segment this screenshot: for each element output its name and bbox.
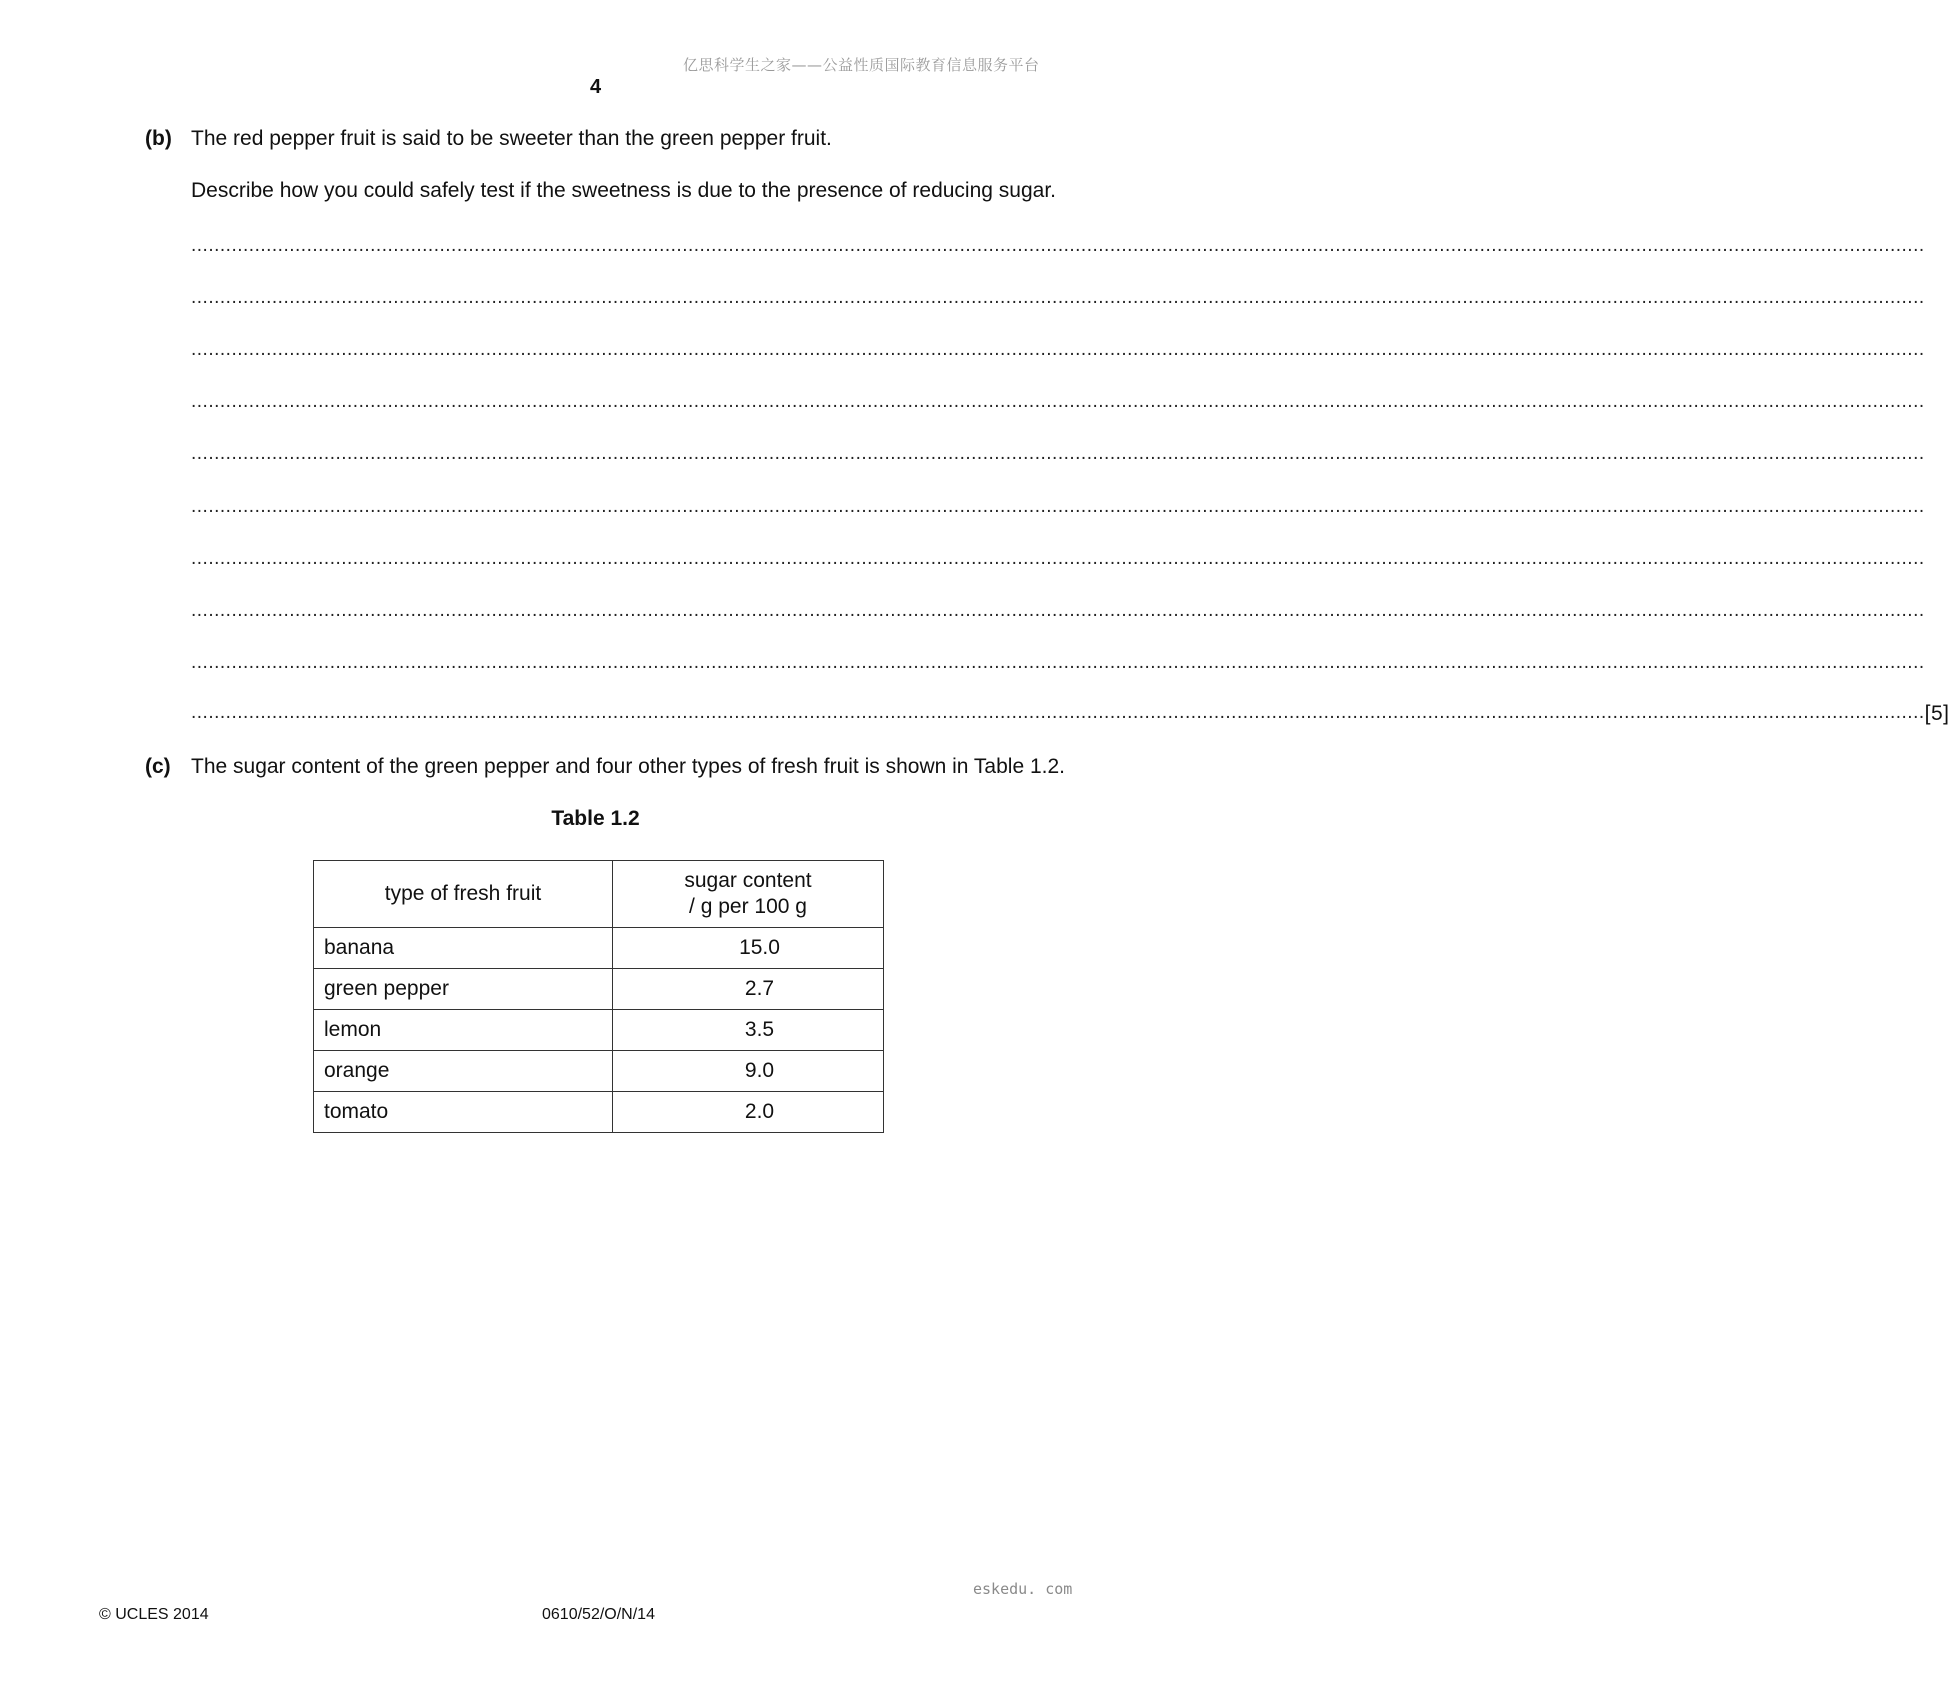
header-sugar-line1: sugar content — [684, 869, 812, 892]
table-row — [314, 928, 884, 969]
sugar-value: 3.5 — [613, 1010, 884, 1051]
fruit-name: lemon — [314, 1010, 613, 1051]
header-sugar-line2: / g per 100 g — [689, 895, 807, 918]
fruit-name: tomato — [314, 1092, 613, 1133]
answer-line[interactable]: ............................................................................................................................................................................................................................................................................................................ — [191, 391, 1925, 412]
table-row — [314, 1010, 884, 1051]
table-row — [314, 1092, 884, 1133]
sugar-value: 2.0 — [613, 1092, 884, 1133]
part-b-label: (b) — [145, 127, 172, 150]
header-fruit-type: type of fresh fruit — [314, 861, 613, 928]
sugar-content-table — [313, 860, 884, 1133]
part-c-label: (c) — [145, 755, 171, 778]
answer-line[interactable]: ............................................................................................................................................................................................................................................................................................................ — [191, 496, 1925, 517]
marks-label: [5] — [1924, 702, 1950, 725]
answer-line[interactable]: ............................................................................................................................................................................................................................................................................................................ — [191, 287, 1925, 308]
table-title: Table 1.2 — [551, 807, 640, 830]
paper-code: 0610/52/O/N/14 — [542, 1606, 655, 1623]
answer-line[interactable]: ............................................................................................................................................................................................................................................................................................................ — [191, 443, 1925, 464]
fruit-name: orange — [314, 1051, 613, 1092]
answer-line[interactable] — [191, 702, 1950, 728]
table-row — [314, 969, 884, 1010]
part-b-question: Describe how you could safely test if the sweetness is due to the presence of reducing sugar. — [191, 179, 1056, 202]
answer-line[interactable]: ............................................................................................................................................................................................................................................................................................................ — [191, 235, 1925, 256]
footer-watermark: eskedu. com — [973, 1580, 1073, 1598]
answer-line[interactable]: ............................................................................................................................................................................................................................................................................................................ — [191, 339, 1925, 360]
sugar-value: 15.0 — [613, 928, 884, 969]
header-sugar-content — [613, 861, 884, 928]
part-b-statement: The red pepper fruit is said to be sweeter than the green pepper fruit. — [191, 127, 832, 150]
answer-line-dots: ............................................................................................................................................................................................................................................................................................................ — [191, 702, 1925, 723]
table-row — [314, 1051, 884, 1092]
copyright: © UCLES 2014 — [99, 1606, 209, 1623]
page-number: 4 — [589, 76, 602, 98]
fruit-name: green pepper — [314, 969, 613, 1010]
answer-line[interactable]: ............................................................................................................................................................................................................................................................................................................ — [191, 548, 1925, 569]
fruit-name: banana — [314, 928, 613, 969]
header-watermark: 亿思科学生之家——公益性质国际教育信息服务平台 — [683, 56, 1040, 74]
answer-line[interactable]: ............................................................................................................................................................................................................................................................................................................ — [191, 600, 1925, 621]
sugar-value: 2.7 — [613, 969, 884, 1010]
sugar-value: 9.0 — [613, 1051, 884, 1092]
table-header-row — [314, 861, 884, 928]
answer-line[interactable]: ............................................................................................................................................................................................................................................................................................................ — [191, 652, 1925, 673]
part-c-statement: The sugar content of the green pepper and four other types of fresh fruit is shown in Table 1.2. — [191, 755, 1065, 778]
